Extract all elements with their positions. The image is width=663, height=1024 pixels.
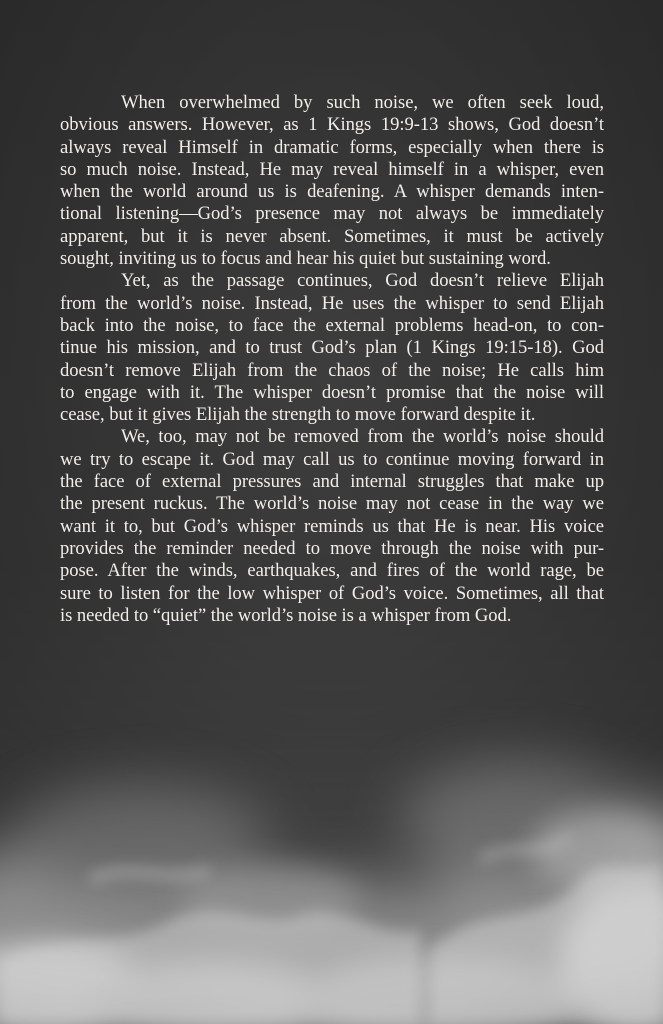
text-line: the present ruckus. The world’s noise may not cease in the way we	[60, 493, 604, 515]
text-line: pose. After the winds, earthquakes, and fires of the world rage, be	[60, 560, 604, 582]
paragraph-2	[60, 270, 604, 426]
text-line: We, too, may not be removed from the world’s noise should	[121, 426, 604, 448]
text-line: is needed to “quiet” the world’s noise is a whisper from God.	[60, 604, 512, 626]
text-line: cease, but it gives Elijah the strength to move forward despite it.	[60, 404, 536, 426]
text-line: provides the reminder needed to move through the noise with pur-	[60, 537, 604, 559]
text-line: the face of external pressures and internal struggles that make up	[60, 471, 604, 493]
text-line: obvious answers. However, as 1 Kings 19:9-13 shows, God doesn’t	[60, 114, 604, 136]
text-line: to engage with it. The whisper doesn’t promise that the noise will	[60, 381, 604, 403]
text-line: sought, inviting us to focus and hear his quiet but sustaining word.	[60, 248, 551, 270]
text-line: tional listening—God’s presence may not always be immediately	[60, 203, 604, 225]
paragraph-1	[60, 92, 604, 270]
paragraph-3	[60, 426, 604, 627]
text-line: want it to, but God’s whisper reminds us that He is near. His voice	[60, 515, 604, 537]
text-line: when the world around us is deafening. A whisper demands inten-	[60, 181, 604, 203]
text-line: always reveal Himself in dramatic forms, especially when there is	[60, 136, 604, 158]
text-line: apparent, but it is never absent. Sometimes, it must be actively	[60, 225, 604, 247]
text-line: so much noise. Instead, He may reveal himself in a whisper, even	[60, 158, 604, 180]
text-line: we try to escape it. God may call us to continue moving forward in	[60, 448, 604, 470]
text-line: doesn’t remove Elijah from the chaos of the noise; He calls him	[60, 359, 604, 381]
text-line: Yet, as the passage continues, God doesn’t relieve Elijah	[121, 270, 604, 292]
devotional-text	[60, 92, 604, 627]
text-line: tinue his mission, and to trust God’s plan (1 Kings 19:15-18). God	[60, 337, 604, 359]
text-line: When overwhelmed by such noise, we often seek loud,	[121, 92, 604, 113]
text-line: back into the noise, to face the external problems head-on, to con-	[60, 314, 604, 336]
text-line: sure to listen for the low whisper of God’s voice. Sometimes, all that	[60, 582, 604, 604]
text-line: from the world’s noise. Instead, He uses the whisper to send Elijah	[60, 292, 604, 314]
